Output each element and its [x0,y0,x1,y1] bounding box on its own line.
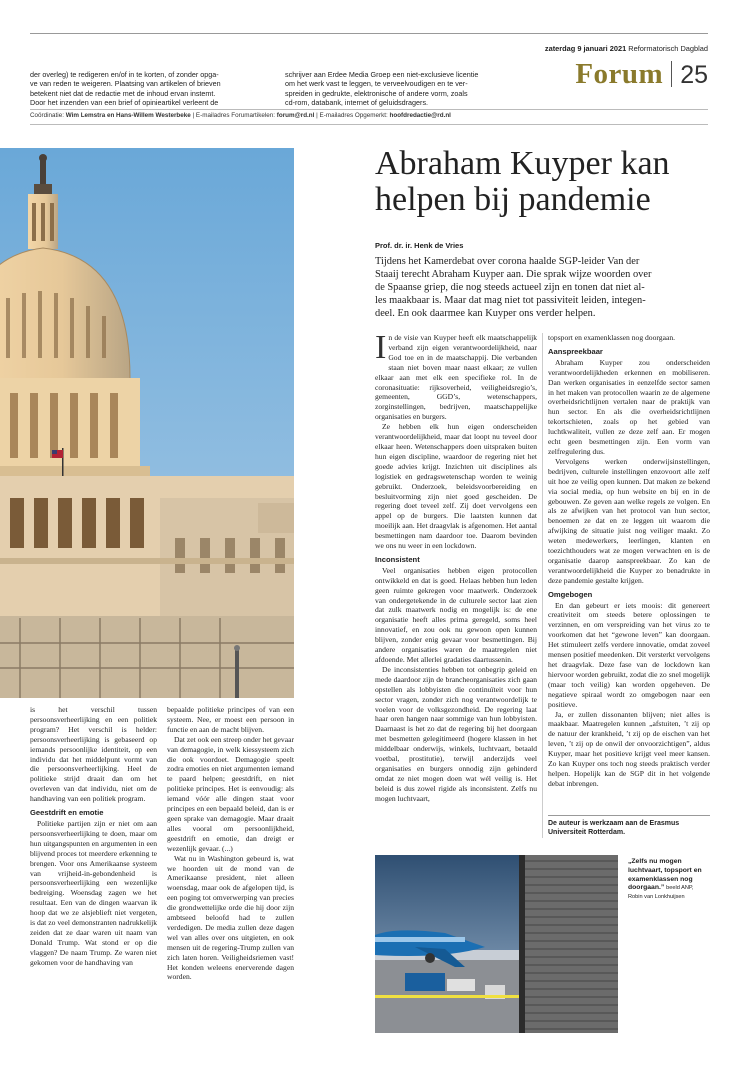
contacts-sep: | E-mailadres Forumartikelen: [190,112,277,119]
headline-line-2: helpen bij pandemie [375,181,651,218]
notice-line: der overleg) te redigeren en/of in te korten, of zonder opga- [30,70,219,79]
paragraph: Veel organisaties hebben eigen protocollen ontwikkeld en dat is goed. Helaas hebben hun leden geen ruimte gekregen voor maatwerk. Onderzoek van ondergetekende in de culturele sector laat zien dat zulk maatwerk nodig en mogelijk is: de ene organisatie heeft alles prima geregeld, soms heel innovatief, en zou ook nu gewoon open kunnen blijven, zonder enig gevaar voor besmettingen. Bij andere organisaties waren de maatregelen niet afdoende. Met allerlei gradaties daartussenin. [375,565,537,664]
paragraph: Vervolgens werken onderwijsinstellingen, bedrijven, culturele instellingen enzovoort alle zelf uit hoe ze veilig open kunnen. Dat maken ze bekend via social media, op hun website en bij en in de gebouwen. Ze geven aan welke regels ze volgen. En als ze afwijken van het protocol van hun sector, benoemen ze dat en ze leggen uit waarom die afwijking de situatie juist nog veiliger maakt. Zo weten medewerkers, leerlingen, klanten en toezichthouders wat ze mogen verwachten en is de organisatie daarop aanspreekbaar. Zo kan de verantwoordelijkheid die Kuyper zo benadrukte in deze pandemie gestalte krijgen. [548,456,710,585]
header-paper: Reformatorisch Dagblad [628,44,708,53]
notice-line: schrijver aan Erdee Media Groep een niet-exclusieve licentie [285,70,479,79]
paragraph: topsport en examenklassen nog doorgaan. [548,333,676,342]
coord-names: Wim Lemstra en Hans-Willem Westerbeke [65,112,191,119]
capitol-photo [0,148,294,698]
left-article-column-1 [30,705,157,1035]
date-line [490,44,708,53]
lead-line: Tijdens het Kamerdebat over corona haalde SGP-leider Van der [375,256,640,267]
column-divider [542,333,543,838]
notice-line: Door het inzenden van een brief of opinieartikel verleent de [30,97,219,107]
paragraph: Ja, er zullen dissonanten blijven; niet alles is maakbaar. Maatregelen kunnen „afstuiten, ’t zij op de natuur der krankheid, ’t zij op de eischen van het leven, ’t zij op de onwil der onvoorzichtigen”, aldus Kuyper, maar het positieve krijgt veel meer kansen. Zo kan Kuyper ons toch nog steeds praktisch verder helpen. Hopelijk kan de SGP dit in het volgende debat inbrengen. [548,709,710,788]
subheading-geestdrift: Geestdrift en emotie [30,808,104,818]
paragraph: Ze hebben elk hun eigen onderscheiden verantwoordelijkheid, maar dat loopt nu teveel door elkaar heen. Wetenschappers doen uitspraken buiten hun eigen discipline, waardoor de regering niet het goede advies krijgt. Inzichten uit disciplines als logistiek en gedragswetenschap worden te weinig gebruikt. Onderzoek, beleidsvoorbereiding en besluitvorming zijn niet goed gescheiden. De regering doet teveel zelf. Zij doet vervolgens een appel op de burgers. Die laatsten kunnen dat moeilijk aan. Het draagvlak is afgenomen. Het aantal besmettingen nam daardoor toe. Daarom bevinden we ons nu weer in een lockdown. [375,422,537,551]
paragraph: De inconsistenties hebben tot onbegrip geleid en mede daardoor zijn de branchеorganisaties zich gaan opstellen als lobbyisten die continuïteit voor hun sector vragen, zonder zich nog verantwoordelijk te voelen voor de volksgezondheid. De regering laat haar oren hangen naar sommige van hun lobbyisten. Daarnaast is het zo dat de regering bij het doorgaan met besmetten gelegitimeerd (hogere klassen in het middelbaar onderwijs, winkels, luchtvaart, betaald voetbal, prostitutie), terwijl anderzijds veel organisaties en burgers onnodig zijn gehinderd omdat ze niet mogen doen wat wél veilig is. Het beleid is dus zowel rigide als inconsistent. Zelfs nu mogen luchtvaart, [375,664,537,803]
contacts-line [30,112,708,119]
paragraph: Abraham Kuyper zou onderscheiden verantwoordelijkheden erkennen en mobiliseren. Dan werken organisaties in eenzelfde sector samen in het maken van protocollen waarin ze de algemene overheidsrichtlijnen vertalen naar de praktijk van hun sector. En als die overheidsrichtlijnen tekortschieten, zoals op het gebied van luchtkwaliteit, vullen ze deze zelf aan. Er mogen echt geen besmettingen zijn. Een vorm van zelfregulering dus. [548,357,710,456]
left-article-column-2 [167,705,294,1035]
paragraph [375,333,537,422]
contacts-sep: | E-mailadres Opgemerkt: [314,112,390,119]
lead-line: de Spaanse griep, die nog steeds actueel zijn en tonen dat niet al- [375,282,645,294]
lead-line: Staaij terecht Abraham Kuyper aan. Die sprak wijze woorden over [375,269,652,281]
section-masthead [560,58,708,92]
section-title: Forum [575,58,664,90]
notice-line: om het werk vast te leggen, te verveelvoudigen en te ver- [285,79,468,89]
caption-photographer: Robin van Lonkhuijsen [628,894,685,901]
article-lead [375,255,710,320]
paragraph-text: n de visie van Kuyper heeft elk maatschappelijk verband zijn eigen verantwoordelijkheid, naar God toe en in de maatschappij. Die verbanden staan niet boven maar naast elkaar; ze vullen elkaar aan met elk een specifieke rol. In de coronasituatie: rijksoverheid, veiligheidsregio’s, gemeenten, GGD’s, wetenschappers, zorginstellingen, bedrijven, maatschappelijke organisaties en burgers. [375,333,537,422]
notice-line: betekent niet dat de redactie met de inhoud ervan instemt. [30,88,216,98]
opgemerkt-email-link[interactable]: hoofdredactie@rd.nl [389,112,451,119]
byline: Prof. dr. ir. Henk de Vries [375,241,464,250]
notice-column-1 [30,70,270,107]
subheading-omgebogen: Omgebogen [548,589,593,599]
subheading-aanspreekbaar: Aanspreekbaar [548,346,603,356]
airport-photo [375,855,618,1033]
paragraph: Wat nu in Washington gebeurd is, wat we hoorden uit de mond van de Amerikaanse president, niet alleen woensdag, maar ook de afgelopen tijd, is een poging tot omverwerping van precies die grondwettelijke orde die hij door zijn ambtseed beloofd had te zullen verdedigen. De media zullen deze dagen wel van alles over ons uitgieten, en ook mensen uit de regering-Trump zullen van zich laten horen. Veiligheidsriemen vast! Het konden weleens enerverende dagen worden. [167,853,294,982]
airport-illustration [375,855,618,1033]
paragraph: Dat zet ook een streep onder het gevaar van demagogie, in welk kiessysteem zich die ook voordoet. Demagogie speelt zodra emoties en niet argumenten iemand te paard helpen; geestdrift, en niet politieke principes. Het is eenvoudig: als iemand vóór alle dingen staat voor principes en een bepaald beleid, dan is er geen sprake van demagogie. Maar draait alles vooral om persoonlijkheid, geestdrift en emotie, dan dreigt er wezenlijk gevaar. (...) [167,734,294,853]
lead-line: deel. En ook daarmee kan Kuyper ons verder helpen. [375,308,596,320]
notice-line: spreiden in gedrukte, elektronische of andere vorm, zoals [285,88,468,98]
subheading-inconsistent: Inconsistent [375,554,420,564]
article-column-a [375,333,537,845]
top-rule [30,33,708,34]
article-headline [375,146,710,218]
drop-cap: I [375,333,387,366]
author-rule [548,815,710,816]
paragraph: bepaalde politieke principes of van een systeem. Nee, er moest een persoon in functie en aan de macht blijven. [167,705,294,734]
lead-line: les maakbaar is. Maar dat mag niet tot passiviteit leiden, integen- [375,295,646,307]
coord-label: Coördinatie: [30,112,64,119]
notice-line: cd-rom, databank, internet of geluidsdragers. [285,97,429,107]
contacts-rule-bottom [30,124,708,125]
capitol-illustration [0,148,294,698]
contacts-rule-top [30,109,708,110]
paragraph: En dan gebeurt er iets moois: dit genereert creativiteit om steeds betere oplossingen te verzinnen, en om verspreiding van het virus zo te voorkomen dat het “gewone leven” kan doorgaan. Het stimuleert zelfs verdere innovatie, omdat zoveel mensen positief meedenken. Dit versterkt vervolgens het draagvlak. Deze fase van de lockdown kan hiervoor worden gebruikt, zodat die zo snel mogelijk (maar toch veilig) kan worden opgeheven. De negatieve spiraal wordt zo omgebogen naar een positieve. [548,600,710,709]
author-note: De auteur is werkzaam aan de Erasmus Universiteit Rotterdam. [548,820,680,836]
header-date: zaterdag 9 januari 2021 [544,44,627,53]
photo-caption [628,858,710,902]
headline-line-1: Abraham Kuyper kan [375,145,670,182]
notice-column-2 [285,70,525,107]
forum-email-link[interactable]: forum@rd.nl [276,112,315,119]
caption-credit-label: beeld ANP, [666,885,694,892]
caption-text: „Zelfs nu mogen luchtvaart, topsport en examenklassen nog doorgaan.” [628,858,702,892]
paragraph: is het verschil tussen persoonsverheerlijking en een politiek program? Het verschil is helder: persoonsverheerlijking is gebaseerd op iemands persoonlijke identiteit, op een individu dat het middelpunt vormt van die persoonsverheerlijking. Heel de politieke strijd draait dan om het overleven van dat individu, niet om de handhaving van een politiek program. [30,705,157,804]
masthead-divider [671,61,672,87]
paragraph: Politieke partijen zijn er niet om aan persoonsverheerlijking te doen, maar om hun uitgangspunten en argumenten in een blijvend proces tot meerdere erkenning te brengen. Voor ons Amerikaanse systeem van vrijheid-in-gebondenheid is persoonsverheerlijking een wezenlijke bedreiging. Woensdag zagen we het resultaat. Een van de dingen waarvan ik hoop dat we ze alsjeblieft niet vergeten, is dat zo veel demonstranten nadrukkelijk zeiden dat ze daar waren uit naam van Donald Trump. Wat stond er op die vlaggen? De naam Trump. Ze waren niet gekomen voor de handhaving van [30,818,157,967]
notice-line: ve van reden te weigeren. Plaatsing van artikelen of brieven [30,79,221,89]
page-number: 25 [680,61,708,89]
article-column-b [548,333,710,813]
